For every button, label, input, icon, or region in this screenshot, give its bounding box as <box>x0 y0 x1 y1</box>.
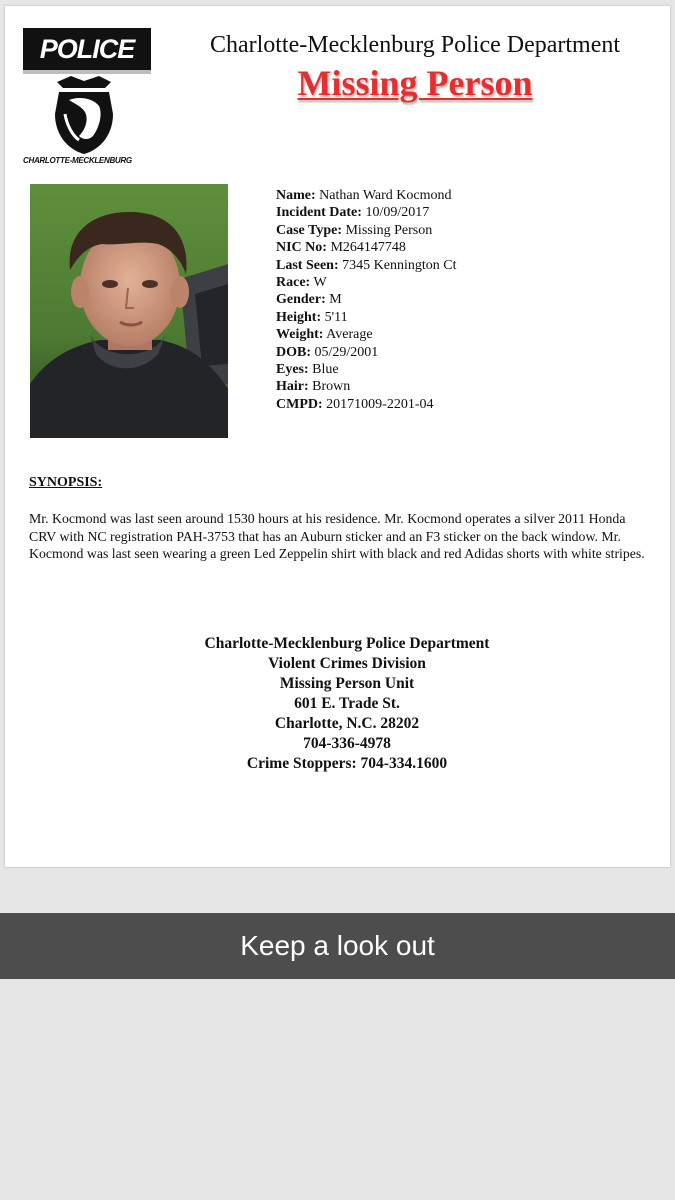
story-caption-bar <box>0 913 675 979</box>
detail-cmpd: CMPD: 20171009-2201-04 <box>276 396 434 412</box>
portrait-image <box>30 184 228 438</box>
contact-block <box>105 634 589 774</box>
detail-nic-no: NIC No: M264147748 <box>276 240 406 256</box>
contact-street: 601 E. Trade St. <box>294 695 400 712</box>
detail-last-seen: Last Seen: 7345 Kennington Ct <box>276 257 457 273</box>
contact-unit: Missing Person Unit <box>279 675 415 692</box>
detail-hair: Hair: Brown <box>276 379 351 395</box>
badge-emblem-icon <box>49 74 119 156</box>
department-heading: Charlotte-Mecklenburg Police Department <box>209 32 621 58</box>
detail-eyes: Eyes: Blue <box>276 362 339 378</box>
contact-city: Charlotte, N.C. 28202 <box>274 715 420 732</box>
contact-department: Charlotte-Mecklenburg Police Department <box>204 635 490 652</box>
detail-race: Race: W <box>276 275 327 291</box>
missing-person-photo <box>30 184 228 438</box>
detail-incident-date: Incident Date: 10/09/2017 <box>276 205 430 221</box>
contact-phone: 704-336-4978 <box>303 735 391 752</box>
detail-gender: Gender: M <box>276 292 342 308</box>
story-caption-text: Keep a look out <box>240 930 435 961</box>
police-logo <box>23 28 151 173</box>
detail-name: Name: Nathan Ward Kocmond <box>276 188 452 203</box>
contact-division: Violent Crimes Division <box>268 655 426 672</box>
synopsis-heading: SYNOPSIS: <box>29 475 103 490</box>
logo-caption: CHARLOTTE-MECKLENBURG <box>23 156 132 165</box>
logo-police-banner: POLICE <box>23 28 151 74</box>
synopsis-text: Mr. Kocmond was last seen around 1530 hours at his residence. Mr. Kocmond operates a silver 2011 Honda CRV with NC registration PAH-3753 that has an Auburn sticker and an F3 sticker on the back window. Mr. Kocmond was last seen wearing a green Led Zeppelin shirt with black and red Adidas shorts with white stripes. <box>29 511 645 562</box>
missing-person-title: Missing Person <box>297 63 533 103</box>
detail-weight: Weight: Average <box>276 327 373 343</box>
person-details <box>276 187 606 413</box>
detail-height: Height: 5'11 <box>276 309 348 325</box>
contact-crime-stoppers: Crime Stoppers: 704-334.1600 <box>246 755 448 772</box>
missing-person-flyer <box>5 6 670 867</box>
detail-case-type: Case Type: Missing Person <box>276 222 433 238</box>
detail-dob: DOB: 05/29/2001 <box>276 344 379 360</box>
